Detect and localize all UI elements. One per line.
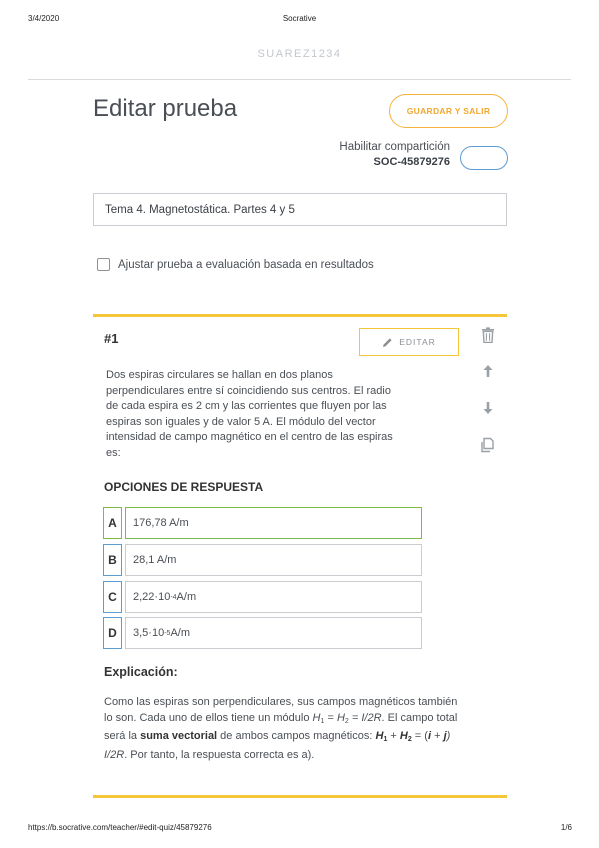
edit-question-button[interactable]	[359, 328, 459, 356]
adjust-label: Ajustar prueba a evaluación basada en resultados	[118, 258, 374, 271]
expl-part-5: ) I/2R	[104, 730, 451, 761]
print-date: 3/4/2020	[28, 14, 60, 23]
expl-part-2: . El campo total será la	[104, 711, 458, 742]
explanation-text	[104, 695, 464, 763]
expl-h1-sub: 1	[320, 717, 325, 725]
expl-vec-h2: H	[399, 730, 408, 742]
print-url: https://b.socrative.com/teacher/#edit-quiz/45879276	[28, 823, 212, 832]
page-title: Editar prueba	[93, 95, 238, 122]
option-c-unit: A/m	[176, 591, 197, 603]
question-number: #1	[104, 331, 119, 346]
question-text: Dos espiras circulares se hallan en dos planos perpendiculares entre sí coincidiendo sus centros. El radio de cada espira es 2 cm y las corrientes que fluyen por las espiras son iguales y de valor 5 A. El módulo del vector intensidad de campo magnético en el centro de las espiras es:	[106, 369, 393, 459]
expl-vec-h2-sub: 2	[407, 736, 412, 743]
option-b-text: 28,1 A/m	[133, 554, 177, 566]
question-card-top-border	[93, 314, 507, 317]
print-title: Socrative	[282, 14, 317, 23]
option-d-unit: A/m	[170, 627, 190, 639]
expl-eq: =	[324, 711, 337, 724]
expl-part-4: = (	[411, 730, 428, 742]
save-and-exit-button[interactable]: GUARDAR Y SALIR	[389, 94, 508, 128]
question-card-bottom-border	[93, 795, 507, 798]
expl-plus: +	[387, 730, 400, 742]
expl-h2: H	[336, 711, 345, 724]
pencil-icon	[382, 337, 393, 348]
expl-j: j	[443, 730, 447, 742]
username: SUAREZ1234	[257, 48, 342, 60]
expl-part-1: Como las espiras son perpendiculares, sus campos magnéticos también lo son. Cada uno de ellos tiene un módulo	[104, 696, 458, 724]
edit-label: EDITAR	[399, 337, 436, 347]
option-b-letter: B	[103, 544, 122, 576]
option-c-exponent: -4	[170, 593, 177, 601]
option-a-answer[interactable]	[125, 507, 422, 539]
option-d-letter: D	[103, 617, 122, 649]
expl-plus-2: +	[431, 730, 444, 742]
option-d-answer[interactable]	[125, 617, 422, 649]
arrow-down-icon[interactable]	[478, 398, 498, 418]
sharing-toggle[interactable]	[460, 146, 508, 170]
print-header	[0, 14, 599, 26]
expl-vec-h1: H	[375, 730, 384, 742]
options-heading: OPCIONES DE RESPUESTA	[104, 480, 264, 494]
share-code: SOC-45879276	[373, 156, 450, 168]
option-a-text: 176,78 A/m	[133, 517, 189, 529]
option-c-answer[interactable]	[125, 581, 422, 613]
option-c-letter: C	[103, 581, 122, 613]
adjust-checkbox[interactable]	[97, 258, 110, 271]
option-d-text: 3,5·10	[133, 627, 165, 639]
arrow-up-icon[interactable]	[478, 361, 498, 381]
expl-bold: suma vectorial	[140, 730, 218, 742]
quiz-name-input[interactable]	[93, 193, 507, 226]
adjust-row[interactable]	[97, 258, 374, 271]
trash-icon[interactable]	[478, 325, 498, 345]
expl-h2-sub: 2	[344, 717, 349, 725]
expl-part-6: . Por tanto, la respuesta correcta es a).	[124, 748, 315, 761]
copy-icon[interactable]	[478, 435, 498, 455]
explanation-heading: Explicación:	[104, 665, 178, 679]
expl-vec-h1-sub: 1	[383, 736, 388, 743]
option-c-text: 2,22·10	[133, 591, 171, 603]
expl-formula: = I/2R	[348, 711, 382, 724]
expl-part-3: de ambos campos magnéticos:	[217, 730, 376, 742]
option-d-exponent: -5	[164, 629, 171, 637]
expl-i: i	[427, 730, 432, 742]
header-divider	[28, 79, 571, 80]
option-a-letter: A	[103, 507, 122, 539]
sharing-label: Habilitar compartición	[339, 141, 450, 153]
option-b-answer[interactable]	[125, 544, 422, 576]
print-page-number: 1/6	[560, 823, 572, 832]
expl-h1: H	[312, 711, 321, 724]
